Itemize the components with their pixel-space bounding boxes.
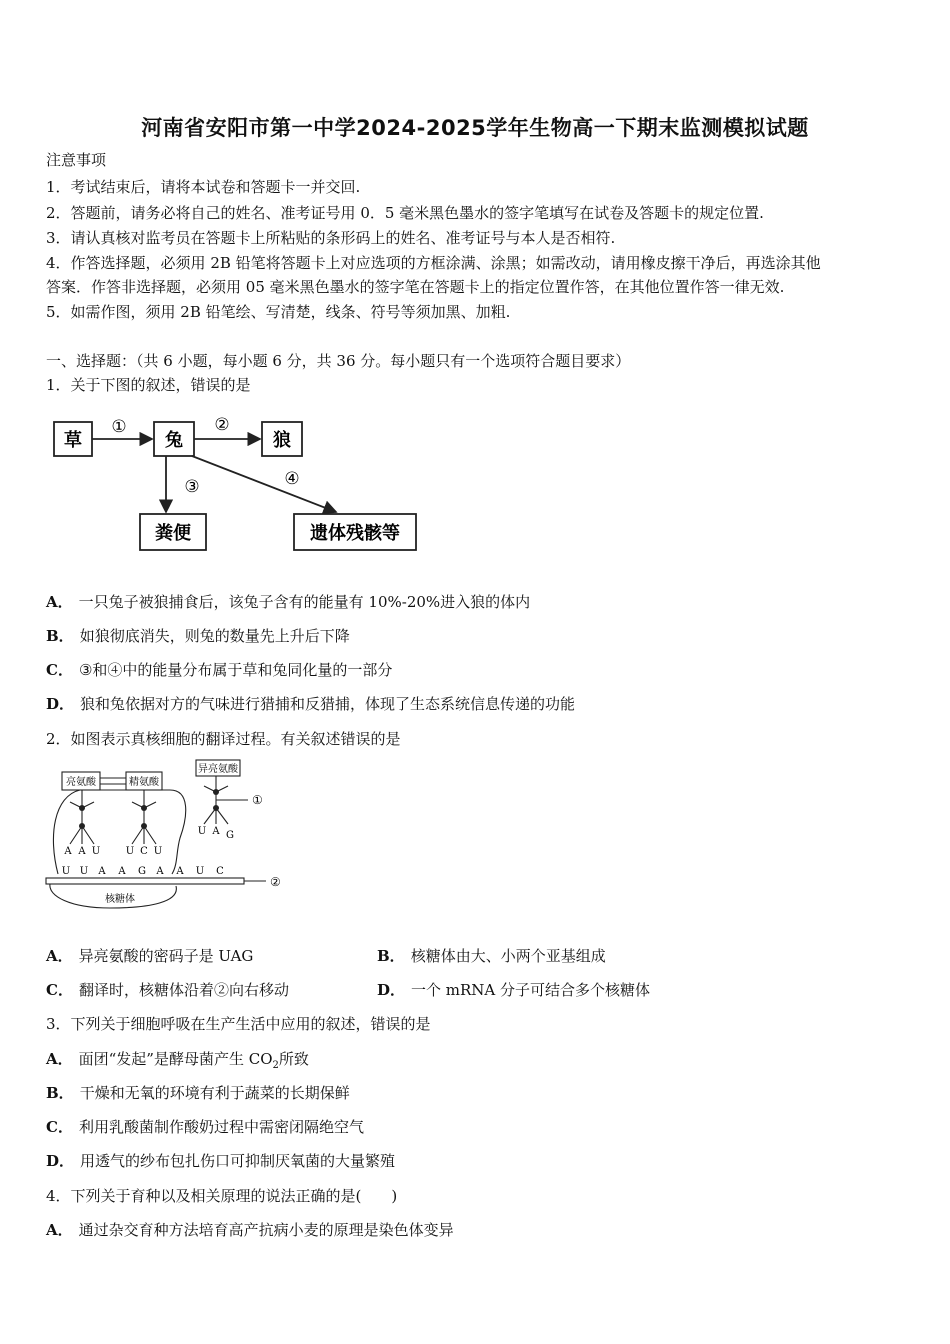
- option-text: 一个 mRNA 分子可结合多个核糖体: [411, 981, 651, 999]
- arrow-label-2: ②: [214, 415, 230, 435]
- ribosome-label: 核糖体: [105, 894, 135, 905]
- label-circled-1: ①: [252, 793, 263, 807]
- option-letter: A．: [46, 1221, 73, 1239]
- option-letter: A．: [46, 593, 73, 611]
- option-text: 干燥和无氧的环境有利于蔬菜的长期保鲜: [79, 1084, 350, 1102]
- section-heading: 一、选择题：（共 6 小题，每小题 6 分，共 36 分。每小题只有一个选项符合题目要求）: [46, 352, 631, 370]
- arrow-label-1: ①: [111, 417, 127, 437]
- option-letter: D．: [46, 1152, 75, 1170]
- q2-option-a: [46, 946, 253, 966]
- option-letter: B．: [46, 627, 74, 645]
- label-circled-2: ②: [270, 875, 281, 889]
- node-grass: 草: [64, 430, 82, 451]
- q3-option-c: [46, 1117, 364, 1137]
- arrow-label-4: ④: [284, 469, 300, 489]
- option-letter: C．: [46, 981, 73, 999]
- notice-item: 4．作答选择题，必须用 2B 铅笔将答题卡上对应选项的方框涂满、涂黑；如需改动，请用橡皮擦干净后，再选涂其他: [46, 254, 821, 272]
- option-letter: A．: [46, 947, 73, 965]
- option-letter: A．: [46, 1050, 73, 1068]
- node-remains: 遗体残骸等: [310, 523, 400, 544]
- mrna-base: A: [156, 866, 164, 877]
- mrna-base: U: [61, 866, 71, 877]
- q3-option-b: [46, 1083, 350, 1103]
- notice-item: 答案．作答非选择题，必须用 05 毫米黑色墨水的签字笔在答题卡上的指定位置作答，在其他位置作答一律无效.: [46, 278, 785, 296]
- amino-acid-arginine: 精氨酸: [129, 777, 159, 788]
- anticodon-base: U: [197, 826, 207, 837]
- option-text: 所致: [278, 1050, 309, 1068]
- option-letter: D．: [377, 981, 406, 999]
- q4-option-a: [46, 1220, 454, 1240]
- option-letter: C．: [46, 1118, 73, 1136]
- q1-option-b: [46, 626, 350, 646]
- q2-option-b: [377, 946, 606, 966]
- option-text: 面团“发起”是酵母菌产生 CO: [78, 1050, 273, 1068]
- q1-option-d: [46, 694, 575, 714]
- option-text: 利用乳酸菌制作酸奶过程中需密闭隔绝空气: [78, 1118, 364, 1136]
- option-letter: B．: [46, 1084, 74, 1102]
- mrna-base: U: [79, 866, 89, 877]
- node-feces: 粪便: [155, 523, 191, 544]
- anticodon-base: U: [153, 846, 163, 857]
- anticodon-base: U: [91, 846, 101, 857]
- option-text: 用透气的纱布包扎伤口可抑制厌氧菌的大量繁殖: [80, 1152, 396, 1170]
- amino-acid-leucine: 亮氨酸: [66, 777, 96, 788]
- mrna-base: A: [176, 866, 184, 877]
- node-rabbit: 兔: [165, 430, 183, 451]
- anticodon-base: A: [64, 846, 72, 857]
- q1-option-c: [46, 660, 392, 680]
- q3-option-a: [46, 1049, 309, 1076]
- anticodon-base: C: [140, 846, 148, 857]
- anticodon-base: A: [212, 826, 220, 837]
- notice-item: 3．请认真核对监考员在答题卡上所粘贴的条形码上的姓名、准考证号与本人是否相符.: [46, 229, 616, 247]
- mrna-base: G: [138, 866, 146, 877]
- option-letter: D．: [46, 695, 75, 713]
- q1-option-a: [46, 592, 530, 612]
- question-4-stem: 4．下列关于育种以及相关原理的说法正确的是( ): [46, 1187, 398, 1205]
- arrow-label-3: ③: [184, 477, 200, 497]
- anticodon-base: G: [226, 830, 234, 841]
- option-text: 核糖体由大、小两个亚基组成: [410, 947, 606, 965]
- option-text: 翻译时，核糖体沿着②向右移动: [78, 981, 289, 999]
- option-text: 狼和兔依据对方的气味进行猎捕和反猎捕，体现了生态系统信息传递的功能: [80, 695, 576, 713]
- amino-acid-isoleucine: 异亮氨酸: [198, 764, 238, 775]
- mrna-base: A: [118, 866, 126, 877]
- option-text: ③和④中的能量分布属于草和兔同化量的一部分: [78, 661, 393, 679]
- notice-item: 2．答题前，请务必将自己的姓名、准考证号用 0．5 毫米黑色墨水的签字笔填写在试卷及答题卡的规定位置.: [46, 204, 764, 222]
- anticodon-base: U: [125, 846, 135, 857]
- mrna-base: C: [216, 866, 224, 877]
- option-letter: C．: [46, 661, 73, 679]
- option-text: 通过杂交育种方法培育高产抗病小麦的原理是染色体变异: [78, 1221, 454, 1239]
- anticodon-base: A: [78, 846, 86, 857]
- node-wolf: 狼: [273, 430, 291, 451]
- option-text: 一只兔子被狼捕食后，该兔子含有的能量有 10%-20%进入狼的体内: [78, 593, 531, 611]
- option-text: 异亮氨酸的密码子是 UAG: [78, 947, 254, 965]
- translation-diagram: [40, 756, 300, 916]
- mrna-base: U: [195, 866, 205, 877]
- notice-item: 5．如需作图，须用 2B 铅笔绘、写清楚，线条、符号等须加黑、加粗.: [46, 303, 511, 321]
- page-title: 河南省安阳市第一中学2024-2025学年生物高一下期末监测模拟试题: [141, 116, 809, 140]
- subscript: 2: [272, 1060, 279, 1071]
- option-text: 如狼彻底消失，则兔的数量先上升后下降: [79, 627, 350, 645]
- q3-option-d: [46, 1151, 395, 1171]
- question-3-stem: 3．下列关于细胞呼吸在生产生活中应用的叙述，错误的是: [46, 1015, 431, 1033]
- notice-item: 1．考试结束后，请将本试卷和答题卡一并交回.: [46, 178, 361, 196]
- mrna-base: A: [98, 866, 106, 877]
- q2-option-c: [46, 980, 289, 1000]
- food-chain-diagram: [40, 408, 430, 558]
- q2-option-d: [377, 980, 650, 1000]
- question-2-stem: 2．如图表示真核细胞的翻译过程。有关叙述错误的是: [46, 730, 401, 748]
- option-letter: B．: [377, 947, 405, 965]
- question-1-stem: 1．关于下图的叙述，错误的是: [46, 376, 251, 394]
- notice-heading: 注意事项: [46, 151, 107, 169]
